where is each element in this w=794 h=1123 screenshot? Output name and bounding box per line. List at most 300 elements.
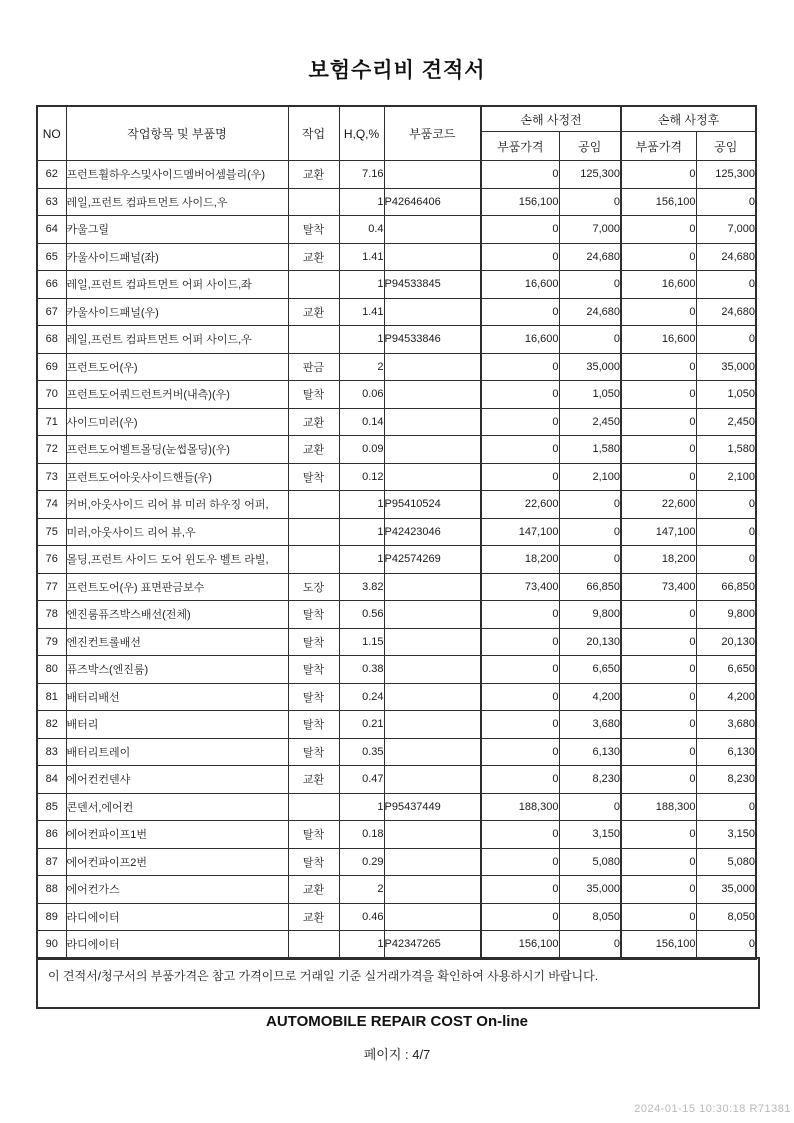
- item-name: 퓨즈박스(엔진룸): [66, 656, 288, 684]
- item-name: 카울그릴: [66, 216, 288, 244]
- item-name: 프런트도어벨트몰딩(눈썹몰딩)(우): [66, 436, 288, 464]
- work-type: 탈착: [288, 738, 339, 766]
- part-price-after: 0: [621, 161, 696, 189]
- part-price-after: 0: [621, 876, 696, 904]
- row-no: 74: [37, 491, 66, 519]
- work-type: [288, 793, 339, 821]
- work-type: [288, 931, 339, 959]
- labor-before: 35,000: [559, 876, 621, 904]
- part-price-before: 0: [481, 683, 559, 711]
- part-price-before: 156,100: [481, 188, 559, 216]
- work-type: 탈착: [288, 628, 339, 656]
- item-name: 배터리트레이: [66, 738, 288, 766]
- table-row: [37, 381, 756, 409]
- part-price-after: 16,600: [621, 271, 696, 299]
- row-no: 66: [37, 271, 66, 299]
- part-price-after: 0: [621, 656, 696, 684]
- part-price-before: 0: [481, 738, 559, 766]
- work-type: 탈착: [288, 216, 339, 244]
- item-name: 레일,프런트 컴파트먼트 사이드,우: [66, 188, 288, 216]
- part-price-before: 0: [481, 408, 559, 436]
- item-name: 카울사이드패널(우): [66, 298, 288, 326]
- part-price-before: 0: [481, 766, 559, 794]
- part-code: [384, 848, 481, 876]
- labor-before: 8,050: [559, 903, 621, 931]
- work-type: 교환: [288, 243, 339, 271]
- part-price-after: 147,100: [621, 518, 696, 546]
- part-price-before: 16,600: [481, 326, 559, 354]
- item-name: 프런트도어(우): [66, 353, 288, 381]
- labor-after: 8,050: [696, 903, 756, 931]
- part-code: [384, 381, 481, 409]
- work-type: 교환: [288, 903, 339, 931]
- page-title: 보험수리비 견적서: [308, 59, 486, 82]
- labor-after: 0: [696, 793, 756, 821]
- row-no: 68: [37, 326, 66, 354]
- item-name: 프런트휠하우스및사이드멤버어셈블리(우): [66, 161, 288, 189]
- part-code: [384, 821, 481, 849]
- table-row: [37, 161, 756, 189]
- row-no: 76: [37, 546, 66, 574]
- item-name: 콘덴서,에어컨: [66, 793, 288, 821]
- labor-after: 7,000: [696, 216, 756, 244]
- labor-after: 0: [696, 546, 756, 574]
- labor-before: 2,100: [559, 463, 621, 491]
- row-no: 89: [37, 903, 66, 931]
- row-no: 79: [37, 628, 66, 656]
- row-no: 87: [37, 848, 66, 876]
- labor-after: 125,300: [696, 161, 756, 189]
- hq-value: 1.41: [339, 298, 384, 326]
- part-code: [384, 216, 481, 244]
- table-row: [37, 601, 756, 629]
- part-price-before: 22,600: [481, 491, 559, 519]
- row-no: 73: [37, 463, 66, 491]
- column-group-after-assessment: 손해 사정후: [621, 106, 756, 132]
- part-code: [384, 161, 481, 189]
- labor-after: 1,050: [696, 381, 756, 409]
- part-code: P95410524: [384, 491, 481, 519]
- part-price-before: 0: [481, 353, 559, 381]
- estimate-table: [36, 105, 757, 960]
- hq-value: 0.12: [339, 463, 384, 491]
- part-price-before: 0: [481, 381, 559, 409]
- row-no: 69: [37, 353, 66, 381]
- part-price-before: 0: [481, 876, 559, 904]
- table-row: [37, 463, 756, 491]
- footer-title: AUTOMOBILE REPAIR COST On-line: [266, 1013, 528, 1030]
- item-name: 프런트도어쿼드런트커버(내측)(우): [66, 381, 288, 409]
- hq-value: 1: [339, 546, 384, 574]
- table-row: [37, 628, 756, 656]
- part-price-before: 0: [481, 656, 559, 684]
- part-code: [384, 463, 481, 491]
- work-type: 탈착: [288, 683, 339, 711]
- item-name: 프런트도어아웃사이드핸들(우): [66, 463, 288, 491]
- labor-after: 0: [696, 518, 756, 546]
- part-price-before: 18,200: [481, 546, 559, 574]
- labor-before: 8,230: [559, 766, 621, 794]
- part-code: [384, 683, 481, 711]
- labor-before: 35,000: [559, 353, 621, 381]
- labor-after: 35,000: [696, 353, 756, 381]
- part-price-after: 0: [621, 848, 696, 876]
- labor-before: 7,000: [559, 216, 621, 244]
- hq-value: 0.18: [339, 821, 384, 849]
- hq-value: 1: [339, 326, 384, 354]
- part-price-before: 188,300: [481, 793, 559, 821]
- part-price-after: 22,600: [621, 491, 696, 519]
- part-price-before: 0: [481, 463, 559, 491]
- work-type: 교환: [288, 408, 339, 436]
- table-row: [37, 518, 756, 546]
- table-row: [37, 353, 756, 381]
- part-code: [384, 436, 481, 464]
- item-name: 에어컨파이프2번: [66, 848, 288, 876]
- labor-after: 35,000: [696, 876, 756, 904]
- part-price-after: 18,200: [621, 546, 696, 574]
- column-header-part-price-after: 부품가격: [621, 132, 696, 161]
- part-price-after: 0: [621, 903, 696, 931]
- work-type: 탈착: [288, 711, 339, 739]
- labor-after: 0: [696, 271, 756, 299]
- part-price-after: 0: [621, 463, 696, 491]
- labor-before: 9,800: [559, 601, 621, 629]
- row-no: 83: [37, 738, 66, 766]
- labor-after: 6,650: [696, 656, 756, 684]
- table-row: [37, 876, 756, 904]
- item-name: 라디에이터: [66, 903, 288, 931]
- hq-value: 0.24: [339, 683, 384, 711]
- part-price-before: 0: [481, 601, 559, 629]
- table-row: [37, 903, 756, 931]
- labor-after: 0: [696, 931, 756, 959]
- part-price-after: 0: [621, 628, 696, 656]
- part-code: [384, 903, 481, 931]
- part-code: [384, 353, 481, 381]
- labor-after: 0: [696, 326, 756, 354]
- part-price-after: 0: [621, 711, 696, 739]
- item-name: 카울사이드패널(좌): [66, 243, 288, 271]
- column-group-before-assessment: 손해 사정전: [481, 106, 621, 132]
- labor-after: 2,450: [696, 408, 756, 436]
- column-header-hq: H,Q,%: [339, 106, 384, 161]
- labor-after: 9,800: [696, 601, 756, 629]
- labor-before: 3,150: [559, 821, 621, 849]
- part-price-before: 0: [481, 161, 559, 189]
- part-price-before: 16,600: [481, 271, 559, 299]
- part-price-after: 0: [621, 381, 696, 409]
- part-code: [384, 601, 481, 629]
- part-code: [384, 298, 481, 326]
- table-row: [37, 821, 756, 849]
- work-type: 교환: [288, 298, 339, 326]
- labor-before: 24,680: [559, 243, 621, 271]
- hq-value: 1: [339, 271, 384, 299]
- part-code: [384, 766, 481, 794]
- table-row: [37, 271, 756, 299]
- row-no: 90: [37, 931, 66, 959]
- work-type: 탈착: [288, 463, 339, 491]
- table-row: [37, 188, 756, 216]
- table-row: [37, 436, 756, 464]
- column-header-item: 작업항목 및 부품명: [66, 106, 288, 161]
- hq-value: 2: [339, 353, 384, 381]
- labor-after: 0: [696, 188, 756, 216]
- row-no: 82: [37, 711, 66, 739]
- header-row-groups: [37, 106, 756, 132]
- work-type: 판금: [288, 353, 339, 381]
- hq-value: 0.4: [339, 216, 384, 244]
- column-header-part-price-before: 부품가격: [481, 132, 559, 161]
- part-price-after: 73,400: [621, 573, 696, 601]
- work-type: [288, 518, 339, 546]
- part-price-before: 0: [481, 243, 559, 271]
- hq-value: 0.56: [339, 601, 384, 629]
- table-row: [37, 491, 756, 519]
- work-type: [288, 546, 339, 574]
- labor-after: 24,680: [696, 298, 756, 326]
- part-code: P42574269: [384, 546, 481, 574]
- part-price-after: 156,100: [621, 188, 696, 216]
- labor-before: 1,580: [559, 436, 621, 464]
- item-name: 레일,프런트 컴파트먼트 어퍼 사이드,좌: [66, 271, 288, 299]
- row-no: 72: [37, 436, 66, 464]
- labor-after: 3,150: [696, 821, 756, 849]
- item-name: 에어컨파이프1번: [66, 821, 288, 849]
- table-row: [37, 243, 756, 271]
- table-row: [37, 216, 756, 244]
- labor-before: 0: [559, 793, 621, 821]
- item-name: 커버,아웃사이드 리어 뷰 미러 하우징 어퍼,: [66, 491, 288, 519]
- labor-before: 6,130: [559, 738, 621, 766]
- table-row: [37, 793, 756, 821]
- labor-before: 0: [559, 188, 621, 216]
- item-name: 몰딩,프런트 사이드 도어 윈도우 벨트 라빌,: [66, 546, 288, 574]
- part-code: [384, 408, 481, 436]
- part-price-before: 73,400: [481, 573, 559, 601]
- part-price-after: 0: [621, 766, 696, 794]
- part-code: P42423046: [384, 518, 481, 546]
- part-code: [384, 738, 481, 766]
- item-name: 레일,프런트 컴파트먼트 어퍼 사이드,우: [66, 326, 288, 354]
- labor-before: 0: [559, 491, 621, 519]
- hq-value: 2: [339, 876, 384, 904]
- column-header-part-code: 부품코드: [384, 106, 481, 161]
- work-type: [288, 326, 339, 354]
- row-no: 65: [37, 243, 66, 271]
- labor-before: 0: [559, 518, 621, 546]
- notice-box: [36, 957, 760, 1009]
- labor-after: 0: [696, 491, 756, 519]
- hq-value: 1: [339, 931, 384, 959]
- part-price-after: 0: [621, 353, 696, 381]
- row-no: 81: [37, 683, 66, 711]
- labor-before: 0: [559, 326, 621, 354]
- table-row: [37, 546, 756, 574]
- labor-after: 2,100: [696, 463, 756, 491]
- table-row: [37, 766, 756, 794]
- work-type: 탈착: [288, 381, 339, 409]
- item-name: 사이드미러(우): [66, 408, 288, 436]
- part-price-after: 0: [621, 243, 696, 271]
- part-price-before: 0: [481, 628, 559, 656]
- labor-before: 0: [559, 931, 621, 959]
- hq-value: 0.46: [339, 903, 384, 931]
- table-row: [37, 711, 756, 739]
- part-code: [384, 656, 481, 684]
- labor-before: 0: [559, 271, 621, 299]
- row-no: 71: [37, 408, 66, 436]
- labor-before: 5,080: [559, 848, 621, 876]
- column-header-labor-before: 공임: [559, 132, 621, 161]
- hq-value: 1: [339, 793, 384, 821]
- labor-after: 20,130: [696, 628, 756, 656]
- labor-before: 1,050: [559, 381, 621, 409]
- part-price-before: 0: [481, 216, 559, 244]
- item-name: 에어컨컨덴샤: [66, 766, 288, 794]
- part-code: P94533846: [384, 326, 481, 354]
- part-code: P94533845: [384, 271, 481, 299]
- row-no: 77: [37, 573, 66, 601]
- hq-value: 1: [339, 518, 384, 546]
- row-no: 78: [37, 601, 66, 629]
- work-type: 도장: [288, 573, 339, 601]
- table-header: [37, 106, 756, 161]
- hq-value: 0.35: [339, 738, 384, 766]
- part-price-before: 0: [481, 903, 559, 931]
- labor-after: 8,230: [696, 766, 756, 794]
- hq-value: 3.82: [339, 573, 384, 601]
- part-code: [384, 243, 481, 271]
- table-row: [37, 931, 756, 959]
- table-row: [37, 848, 756, 876]
- labor-after: 5,080: [696, 848, 756, 876]
- row-no: 62: [37, 161, 66, 189]
- row-no: 70: [37, 381, 66, 409]
- part-price-before: 0: [481, 821, 559, 849]
- hq-value: 7.16: [339, 161, 384, 189]
- labor-before: 20,130: [559, 628, 621, 656]
- item-name: 프런트도어(우) 표면판금보수: [66, 573, 288, 601]
- labor-before: 125,300: [559, 161, 621, 189]
- work-type: [288, 271, 339, 299]
- item-name: 엔진룸퓨즈박스배선(전체): [66, 601, 288, 629]
- part-price-before: 156,100: [481, 931, 559, 959]
- work-type: 교환: [288, 766, 339, 794]
- row-no: 64: [37, 216, 66, 244]
- table-row: [37, 656, 756, 684]
- item-name: 배터리배선: [66, 683, 288, 711]
- item-name: 미러,아웃사이드 리어 뷰,우: [66, 518, 288, 546]
- part-price-after: 188,300: [621, 793, 696, 821]
- estimate-table-body: [37, 161, 756, 959]
- part-code: P42347265: [384, 931, 481, 959]
- part-price-before: 0: [481, 298, 559, 326]
- part-code: [384, 876, 481, 904]
- work-type: 탈착: [288, 601, 339, 629]
- part-price-after: 0: [621, 298, 696, 326]
- part-price-before: 0: [481, 848, 559, 876]
- row-no: 86: [37, 821, 66, 849]
- hq-value: 0.38: [339, 656, 384, 684]
- labor-after: 24,680: [696, 243, 756, 271]
- work-type: 교환: [288, 161, 339, 189]
- table-row: [37, 738, 756, 766]
- row-no: 63: [37, 188, 66, 216]
- item-name: 에어컨가스: [66, 876, 288, 904]
- work-type: 탈착: [288, 848, 339, 876]
- table-row: [37, 683, 756, 711]
- row-no: 84: [37, 766, 66, 794]
- page-number-label: 페이지 : 4/7: [363, 1047, 431, 1062]
- work-type: 탈착: [288, 656, 339, 684]
- part-code: P42646406: [384, 188, 481, 216]
- part-code: [384, 628, 481, 656]
- hq-value: 1: [339, 188, 384, 216]
- item-name: 엔진컨트롤배선: [66, 628, 288, 656]
- labor-after: 66,850: [696, 573, 756, 601]
- part-price-after: 156,100: [621, 931, 696, 959]
- table-row: [37, 298, 756, 326]
- hq-value: 0.29: [339, 848, 384, 876]
- labor-before: 6,650: [559, 656, 621, 684]
- part-price-after: 0: [621, 436, 696, 464]
- part-code: [384, 711, 481, 739]
- row-no: 85: [37, 793, 66, 821]
- part-code: P95437449: [384, 793, 481, 821]
- row-no: 67: [37, 298, 66, 326]
- hq-value: 0.09: [339, 436, 384, 464]
- row-no: 80: [37, 656, 66, 684]
- notice-text: 이 견적서/청구서의 부품가격은 참고 가격이므로 거래일 기준 실거래가격을 확인하여 사용하시기 바랍니다.: [48, 969, 599, 983]
- labor-before: 2,450: [559, 408, 621, 436]
- labor-before: 66,850: [559, 573, 621, 601]
- work-type: [288, 188, 339, 216]
- row-no: 75: [37, 518, 66, 546]
- labor-before: 0: [559, 546, 621, 574]
- hq-value: 0.47: [339, 766, 384, 794]
- part-price-after: 0: [621, 683, 696, 711]
- column-header-no: NO: [37, 106, 66, 161]
- hq-value: 0.14: [339, 408, 384, 436]
- work-type: 탈착: [288, 821, 339, 849]
- part-code: [384, 573, 481, 601]
- part-price-after: 16,600: [621, 326, 696, 354]
- table-row: [37, 408, 756, 436]
- hq-value: 1.41: [339, 243, 384, 271]
- timestamp-watermark: 2024-01-15 10:30:18 R71381: [634, 1103, 791, 1115]
- column-header-labor-after: 공임: [696, 132, 756, 161]
- hq-value: 0.21: [339, 711, 384, 739]
- part-price-before: 0: [481, 436, 559, 464]
- work-type: [288, 491, 339, 519]
- hq-value: 1.15: [339, 628, 384, 656]
- hq-value: 0.06: [339, 381, 384, 409]
- table-row: [37, 326, 756, 354]
- part-price-before: 147,100: [481, 518, 559, 546]
- column-header-work: 작업: [288, 106, 339, 161]
- table-row: [37, 573, 756, 601]
- row-no: 88: [37, 876, 66, 904]
- labor-before: 24,680: [559, 298, 621, 326]
- labor-after: 4,200: [696, 683, 756, 711]
- labor-after: 1,580: [696, 436, 756, 464]
- part-price-after: 0: [621, 738, 696, 766]
- part-price-after: 0: [621, 821, 696, 849]
- work-type: 교환: [288, 436, 339, 464]
- labor-after: 3,680: [696, 711, 756, 739]
